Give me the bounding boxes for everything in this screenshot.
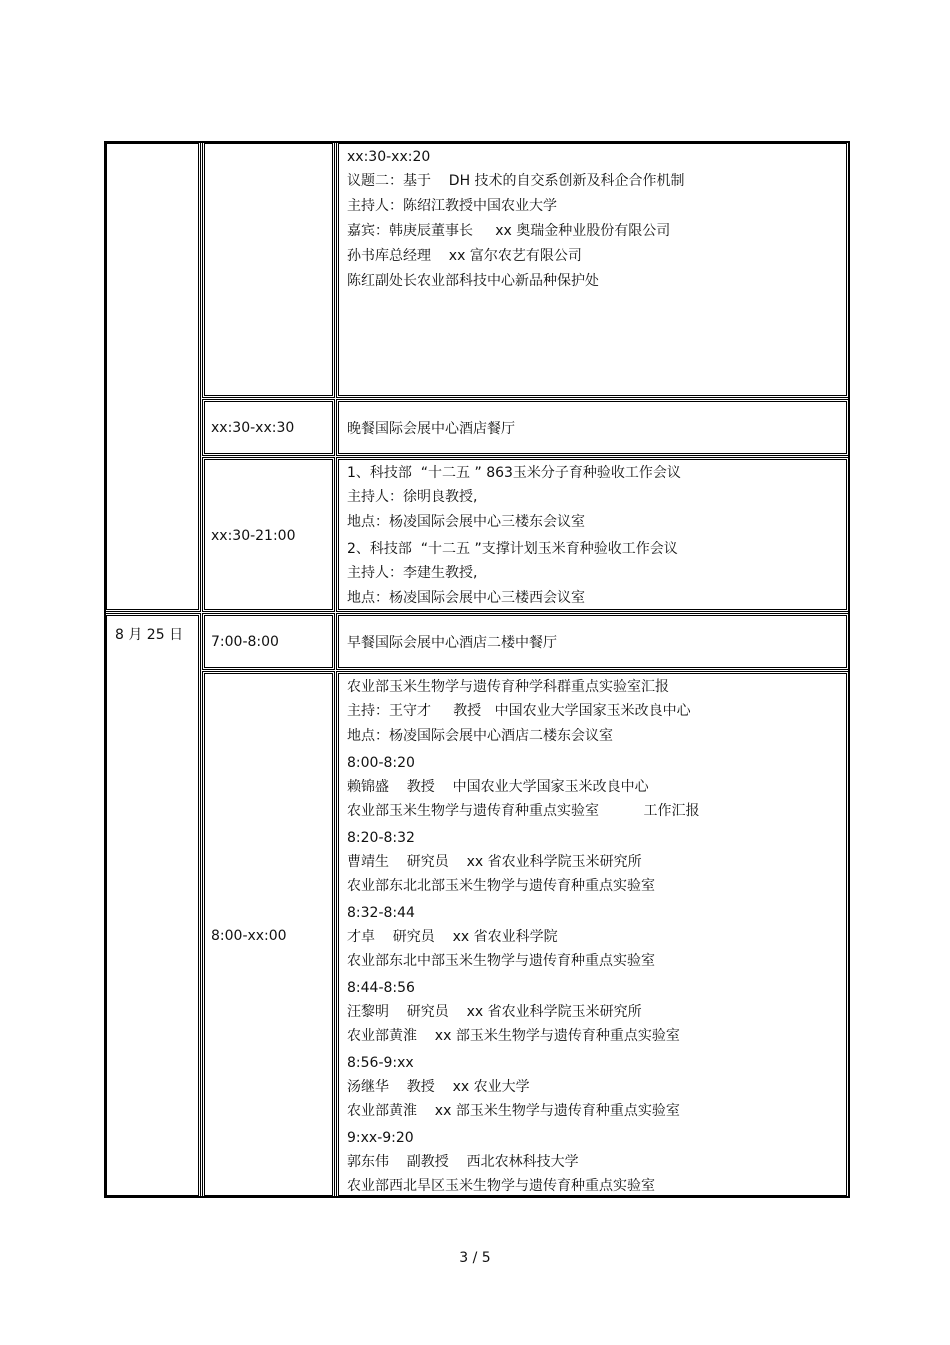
date-cell-1 xyxy=(104,141,201,612)
time-label: 8:00-xx:00 xyxy=(211,928,287,944)
content-line: 主持人：陈绍江教授中国农业大学 xyxy=(347,198,557,214)
time-label: xx:30-21:00 xyxy=(211,528,296,544)
content-line: 8:32-8:44 xyxy=(347,905,415,921)
content-line: 地点：杨凌国际会展中心三楼东会议室 xyxy=(347,514,585,530)
content-line: 地点：杨凌国际会展中心酒店二楼东会议室 xyxy=(347,728,613,744)
content-line: 地点：杨凌国际会展中心三楼西会议室 xyxy=(347,590,585,606)
content-line: 农业部东北中部玉米生物学与遗传育种重点实验室 xyxy=(347,953,655,969)
content-line: 主持：王守才 教授 中国农业大学国家玉米改良中心 xyxy=(347,703,691,719)
content-line: 陈红副处长农业部科技中心新品种保护处 xyxy=(347,273,599,289)
time-cell-3 xyxy=(202,457,335,612)
content-cell-2 xyxy=(336,399,849,456)
content-line: 嘉宾：韩庚辰董事长 xx 奥瑞金种业股份有限公司 xyxy=(347,223,671,239)
content-line: 赖锦盛 教授 中国农业大学国家玉米改良中心 xyxy=(347,779,649,795)
content-line: 9:xx-9:20 xyxy=(347,1130,414,1146)
time-cell-5 xyxy=(202,671,335,1198)
content-line: 8:44-8:56 xyxy=(347,980,415,996)
content-line: 议题二：基于 DH 技术的自交系创新及科企合作机制 xyxy=(347,173,685,189)
content-cell-3 xyxy=(336,457,849,612)
content-line: 才卓 研究员 xx 省农业科学院 xyxy=(347,929,558,945)
time-cell-2 xyxy=(202,399,335,456)
content-line: 农业部黄淮 xx 部玉米生物学与遗传育种重点实验室 xyxy=(347,1103,680,1119)
content-line: 8:20-8:32 xyxy=(347,830,415,846)
content-line: 曹靖生 研究员 xx 省农业科学院玉米研究所 xyxy=(347,854,642,870)
time-cell-1 xyxy=(202,141,335,398)
page-number: 3 / 5 xyxy=(459,1250,491,1266)
content-line: 1、科技部 “十二五 ” 863玉米分子育种验收工作会议 xyxy=(347,465,681,481)
content-line: 汤继华 教授 xx 农业大学 xyxy=(347,1079,530,1095)
content-line: 8:00-8:20 xyxy=(347,755,415,771)
content-line: 晚餐国际会展中心酒店餐厅 xyxy=(347,421,515,437)
content-line: 孙书库总经理 xx 富尔农艺有限公司 xyxy=(347,248,582,264)
date-cell-2 xyxy=(104,613,201,1198)
content-cell-5 xyxy=(336,671,849,1198)
content-line: 主持人：徐明良教授, xyxy=(347,489,478,505)
time-label: 7:00-8:00 xyxy=(211,634,279,650)
time-label: xx:30-xx:30 xyxy=(211,420,295,436)
content-line: 2、科技部 “十二五 ”支撑计划玉米育种验收工作会议 xyxy=(347,541,678,557)
content-line: 农业部玉米生物学与遗传育种学科群重点实验室汇报 xyxy=(347,679,669,695)
content-line: 农业部玉米生物学与遗传育种重点实验室 工作汇报 xyxy=(347,803,700,819)
content-line: 汪黎明 研究员 xx 省农业科学院玉米研究所 xyxy=(347,1004,642,1020)
time-cell-4 xyxy=(202,613,335,670)
content-line: 农业部黄淮 xx 部玉米生物学与遗传育种重点实验室 xyxy=(347,1028,680,1044)
content-line: xx:30-xx:20 xyxy=(347,149,431,165)
content-line: 主持人：李建生教授, xyxy=(347,565,478,581)
date-label: 8 月 25 日 xyxy=(115,627,184,643)
content-line: 农业部西北旱区玉米生物学与遗传育种重点实验室 xyxy=(347,1178,655,1194)
content-cell-1 xyxy=(336,141,849,398)
content-line: 早餐国际会展中心酒店二楼中餐厅 xyxy=(347,635,557,651)
content-line: 8:56-9:xx xyxy=(347,1055,414,1071)
content-line: 郭东伟 副教授 西北农林科技大学 xyxy=(347,1154,579,1170)
content-line: 农业部东北北部玉米生物学与遗传育种重点实验室 xyxy=(347,878,655,894)
content-cell-4 xyxy=(336,613,849,670)
